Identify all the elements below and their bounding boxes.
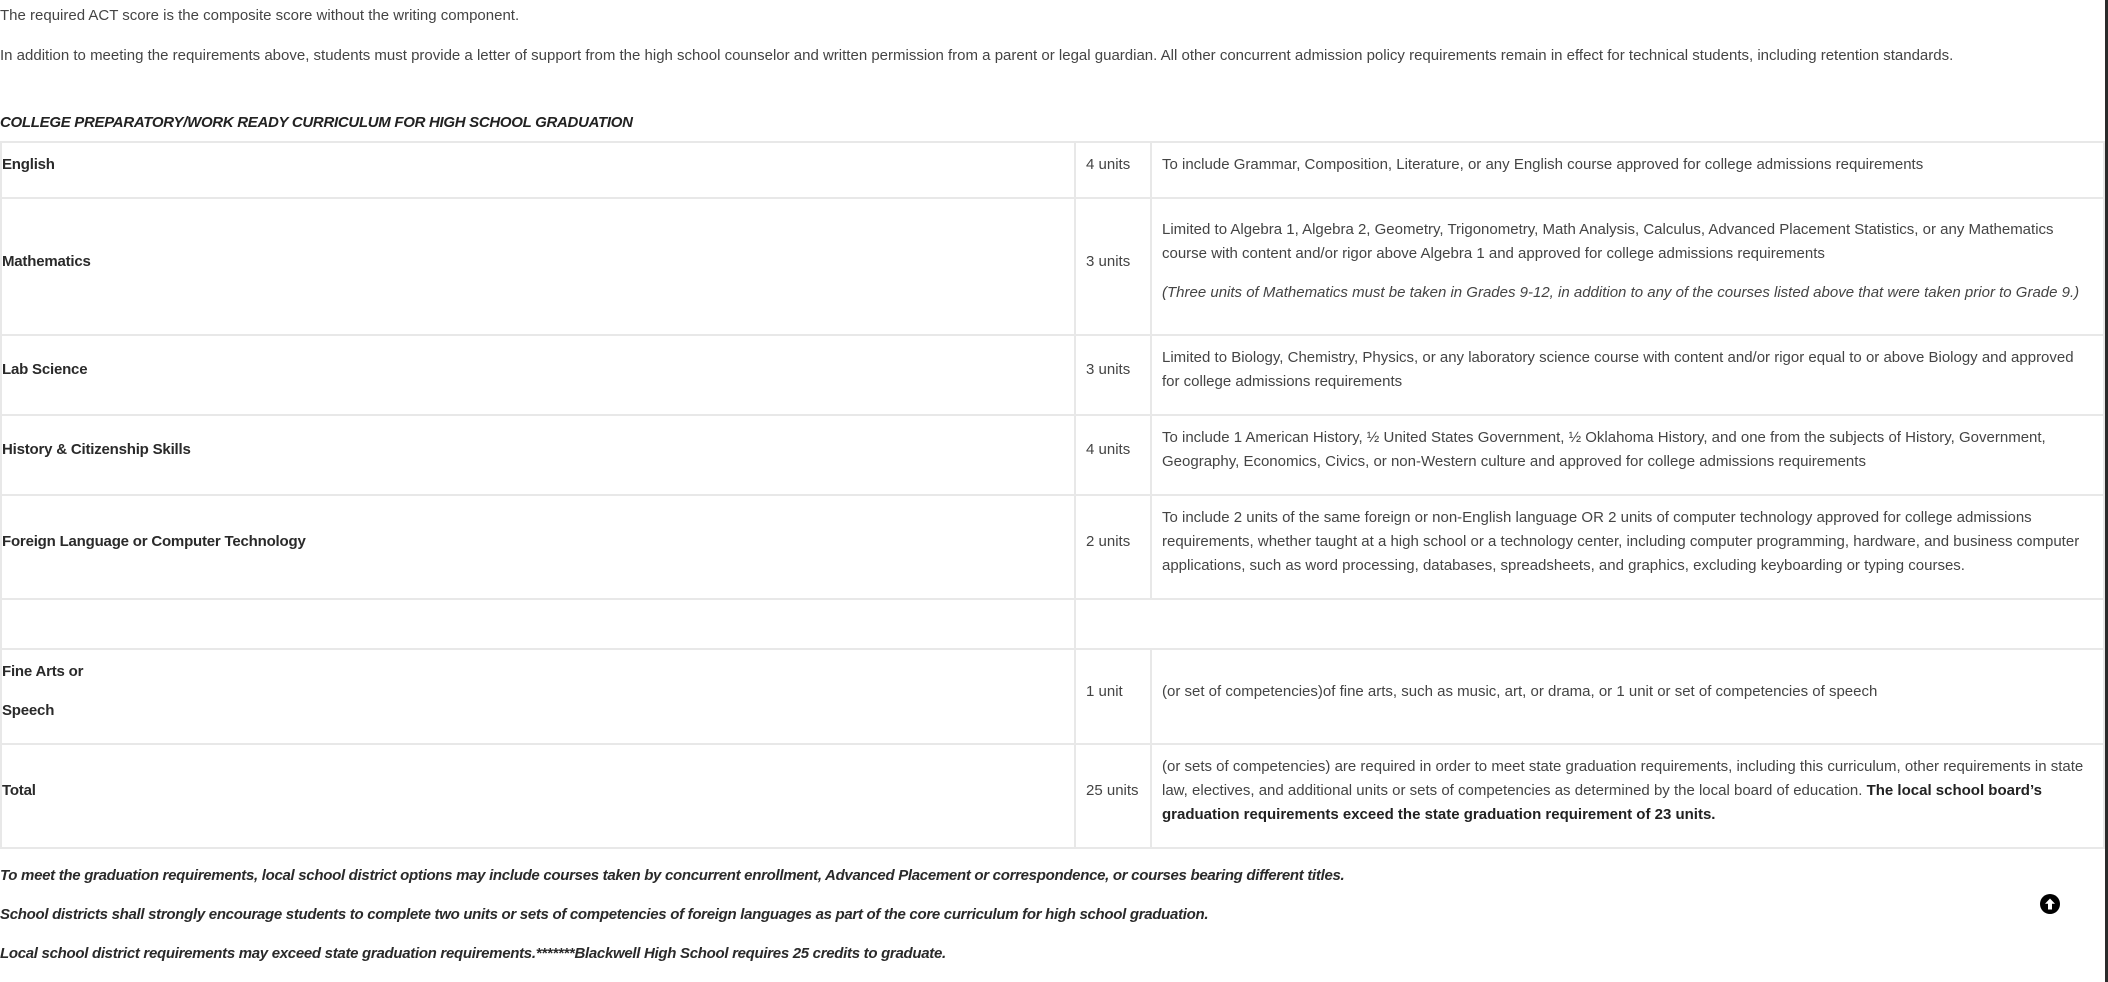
curriculum-table bbox=[0, 141, 2105, 849]
units-cell: 2 units bbox=[1075, 495, 1151, 599]
footnotes bbox=[0, 864, 1344, 981]
table-row-fine-arts bbox=[1, 649, 2104, 744]
units-cell: 3 units bbox=[1075, 335, 1151, 415]
description-text bbox=[1162, 755, 2093, 827]
description-text: (or set of competencies)of fine arts, such as music, art, or drama, or 1 unit or set of competencies of speech bbox=[1162, 682, 1878, 700]
description-text: Limited to Algebra 1, Algebra 2, Geometry, Trigonometry, Math Analysis, Calculus, Advanced Placement Statistics, or any Mathematics course with content and/or rigor above Algebra 1 and approved for college admissions requirements bbox=[1162, 221, 2054, 262]
table-row-history bbox=[1, 415, 2104, 495]
subject-cell: Mathematics bbox=[1, 198, 1075, 335]
units-cell: 25 units bbox=[1075, 744, 1151, 848]
subject-cell: Foreign Language or Computer Technology bbox=[1, 495, 1075, 599]
footnote-local-requirements: Local school district requirements may exceed state graduation requirements.*******Blackwell High School requires 25 credits to graduate. bbox=[0, 945, 946, 962]
arrow-up-icon bbox=[2043, 897, 2057, 911]
units-cell: 3 units bbox=[1075, 198, 1151, 335]
subject-line-2: Speech bbox=[2, 702, 55, 719]
description-cell bbox=[1151, 198, 2104, 335]
empty-subject-cell bbox=[1, 599, 1075, 649]
description-cell bbox=[1151, 649, 2104, 744]
description-text: To include Grammar, Composition, Literature, or any English course approved for college admissions requirements bbox=[1162, 156, 1924, 173]
table-row-foreign-language bbox=[1, 495, 2104, 599]
units-cell: 4 units bbox=[1075, 415, 1151, 495]
subject-cell: Total bbox=[1, 744, 1075, 848]
footnote-concurrent-enrollment: To meet the graduation requirements, local school district options may include courses taken by concurrent enrollment, Advanced Placement or correspondence, or courses bearing different titles. bbox=[0, 867, 1345, 884]
description-note: (Three units of Mathematics must be taken in Grades 9-12, in addition to any of the courses listed above that were taken prior to Grade 9.) bbox=[1162, 284, 2080, 301]
subject-line-1: Fine Arts or bbox=[2, 663, 84, 680]
units-cell: 4 units bbox=[1075, 142, 1151, 198]
table-row-mathematics bbox=[1, 198, 2104, 335]
description-text: To include 1 American History, ½ United States Government, ½ Oklahoma History, and one from the subjects of History, Government, Geography, Economics, Civics, or non-Western culture and approved for college admissions requirements bbox=[1162, 429, 2046, 470]
empty-merged-cell bbox=[1075, 599, 2104, 649]
table-row-english bbox=[1, 142, 2104, 198]
scroll-to-top-button[interactable] bbox=[2040, 894, 2060, 914]
subject-cell: English bbox=[1, 142, 1075, 198]
table-row-empty bbox=[1, 599, 2104, 649]
description-regular: (or sets of competencies) are required in order to meet state graduation requirements, including this curriculum, other requirements in state law, electives, and additional units or sets of competencies as determined by the local board of education. bbox=[1162, 758, 2084, 799]
subject-cell bbox=[1, 649, 1075, 744]
units-cell: 1 unit bbox=[1075, 649, 1151, 744]
act-score-note: The required ACT score is the composite score without the writing component. bbox=[0, 7, 520, 24]
description-cell bbox=[1151, 495, 2104, 599]
description-bold: The local school board’s graduation requirements exceed the state graduation requirement of 23 units. bbox=[1162, 782, 2042, 823]
description-text: To include 2 units of the same foreign or non-English language OR 2 units of computer technology approved for college admissions requirements, whether taught at a high school or a technology center, including computer programming, hardware, and business computer applications, such as word processing, databases, spreadsheets, and graphics, excluding keyboarding or typing courses. bbox=[1162, 509, 2080, 574]
description-cell bbox=[1151, 142, 2104, 198]
subject-cell: Lab Science bbox=[1, 335, 1075, 415]
subject-cell: History & Citizenship Skills bbox=[1, 415, 1075, 495]
footnote-foreign-languages: School districts shall strongly encourage students to complete two units or sets of competencies of foreign languages as part of the core curriculum for high school graduation. bbox=[0, 906, 1209, 923]
table-row-lab-science bbox=[1, 335, 2104, 415]
additional-requirements-note: In addition to meeting the requirements above, students must provide a letter of support from the high school counselor and written permission from a parent or legal guardian. All other concurrent admission policy requirements remain in effect for technical students, including retention standards. bbox=[0, 47, 1954, 64]
table-row-total bbox=[1, 744, 2104, 848]
description-cell bbox=[1151, 744, 2104, 848]
curriculum-heading: COLLEGE PREPARATORY/WORK READY CURRICULUM FOR HIGH SCHOOL GRADUATION bbox=[0, 114, 633, 131]
description-text: Limited to Biology, Chemistry, Physics, or any laboratory science course with content and/or rigor equal to or above Biology and approved for college admissions requirements bbox=[1162, 349, 2074, 390]
description-cell bbox=[1151, 415, 2104, 495]
description-cell bbox=[1151, 335, 2104, 415]
